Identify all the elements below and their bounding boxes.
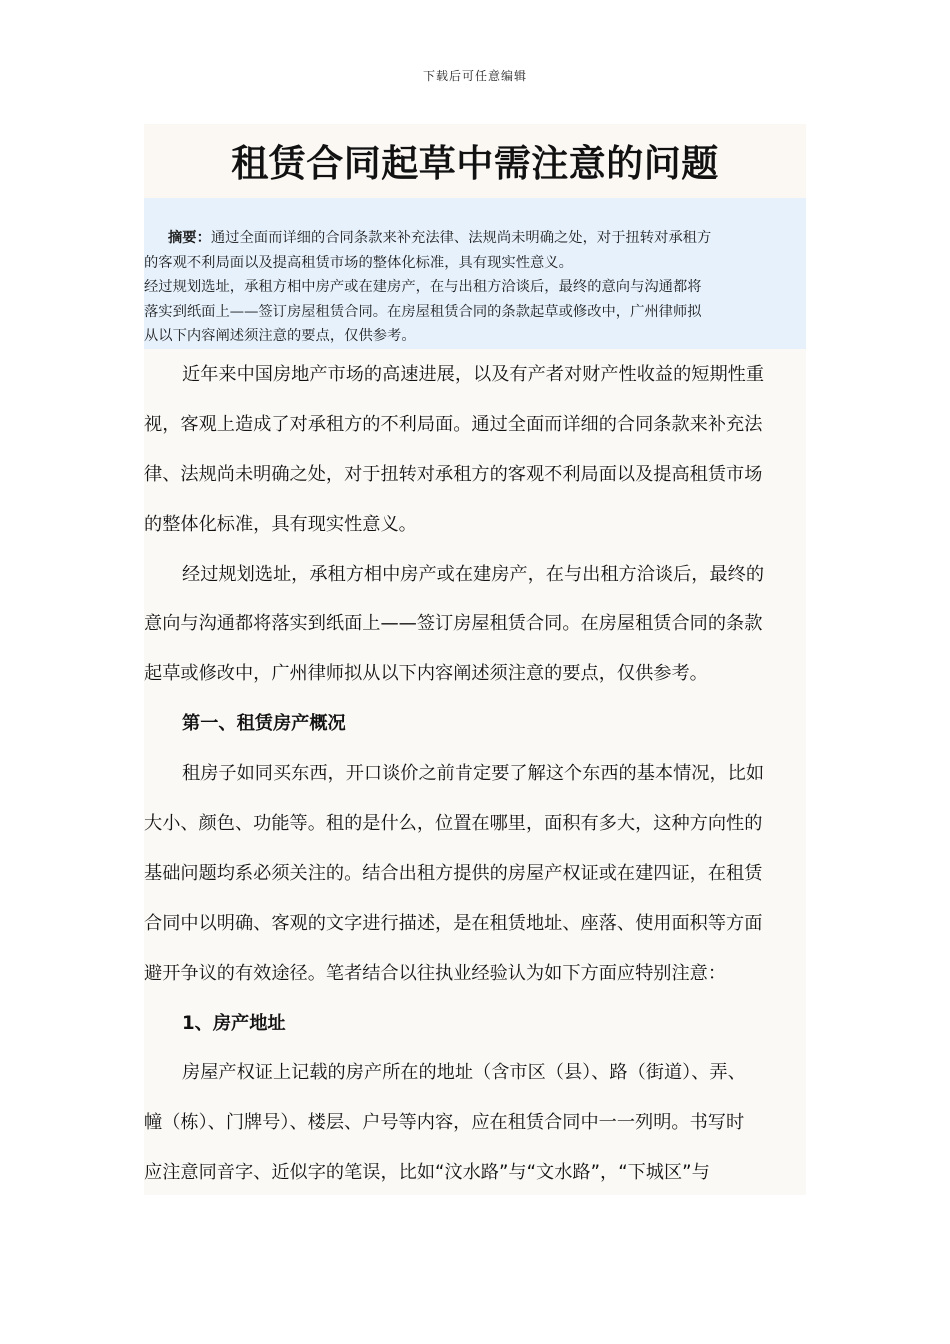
abstract-line: 经过规划选址，承租方相中房产或在建房产，在与出租方洽谈后，最终的意向与沟通都将 <box>144 279 702 296</box>
paragraph-line: 视，客观上造成了对承租方的不利局面。通过全面而详细的合同条款来补充法 <box>144 413 763 435</box>
abstract-line <box>144 226 806 251</box>
abstract-box <box>144 198 806 349</box>
page-header: 下载后可任意编辑 <box>422 69 527 83</box>
abstract-text <box>144 226 806 349</box>
abstract-label: 摘要： <box>168 230 211 246</box>
paragraph-line: 大小、颜色、功能等。租的是什么，位置在哪里，面积有多大，这种方向性的 <box>144 813 763 835</box>
paragraph-line: 近年来中国房地产市场的高速进展，以及有产者对财产性收益的短期性重 <box>182 364 765 385</box>
paragraph-line: 经过规划选址，承租方相中房产或在建房产，在与出租方洽谈后，最终的 <box>182 563 765 585</box>
paragraph-line: 幢（栋）、门牌号）、楼层、户号等内容，应在租赁合同中一一列明。书写时 <box>144 1112 745 1134</box>
paragraph-line: 合同中以明确、客观的文字进行描述，是在租赁地址、座落、使用面积等方面 <box>144 912 763 934</box>
body-text <box>144 350 806 1198</box>
abstract-line: 从以下内容阐述须注意的要点，仅供参考。 <box>144 328 416 345</box>
subsection-heading: 1、房产地址 <box>182 1012 286 1034</box>
document-content <box>144 124 806 1195</box>
paragraph-line: 基础问题均系必须关注的。结合出租方提供的房屋产权证或在建四证，在租赁 <box>144 862 763 884</box>
paragraph-line: 应注意同音字、近似字的笔误，比如“汶水路”与“文水路”，“下城区”与 <box>144 1162 710 1184</box>
abstract-line: 的客观不利局面以及提高租赁市场的整体化标准，具有现实性意义。 <box>144 254 573 271</box>
section-heading: 第一、租赁房产概况 <box>182 713 346 735</box>
title-band <box>144 124 806 198</box>
paragraph-line: 租房子如同买东西，开口谈价之前肯定要了解这个东西的基本情况，比如 <box>182 763 765 785</box>
paragraph-line: 起草或修改中，广州律师拟从以下内容阐述须注意的要点，仅供参考。 <box>144 663 708 685</box>
paragraph-line: 律、法规尚未明确之处，对于扭转对承租方的客观不利局面以及提高租赁市场 <box>144 463 763 485</box>
paragraph-line: 意向与沟通都将落实到纸面上——签订房屋租赁合同。在房屋租赁合同的条款 <box>144 613 763 635</box>
abstract-line: 落实到纸面上——签订房屋租赁合同。在房屋租赁合同的条款起草或修改中，广州律师拟 <box>144 303 702 320</box>
document-title: 租赁合同起草中需注意的问题 <box>231 142 719 185</box>
abstract-line-text: 通过全面而详细的合同条款来补充法律、法规尚未明确之处，对于扭转对承租方 <box>210 230 712 246</box>
paragraph-line: 房屋产权证上记载的房产所在的地址（含市区（县）、路（街道）、弄、 <box>182 1062 746 1084</box>
paragraph-line: 避开争议的有效途径。笔者结合以往执业经验认为如下方面应特别注意： <box>144 962 727 984</box>
paragraph-line: 的整体化标准，具有现实性意义。 <box>144 513 417 535</box>
